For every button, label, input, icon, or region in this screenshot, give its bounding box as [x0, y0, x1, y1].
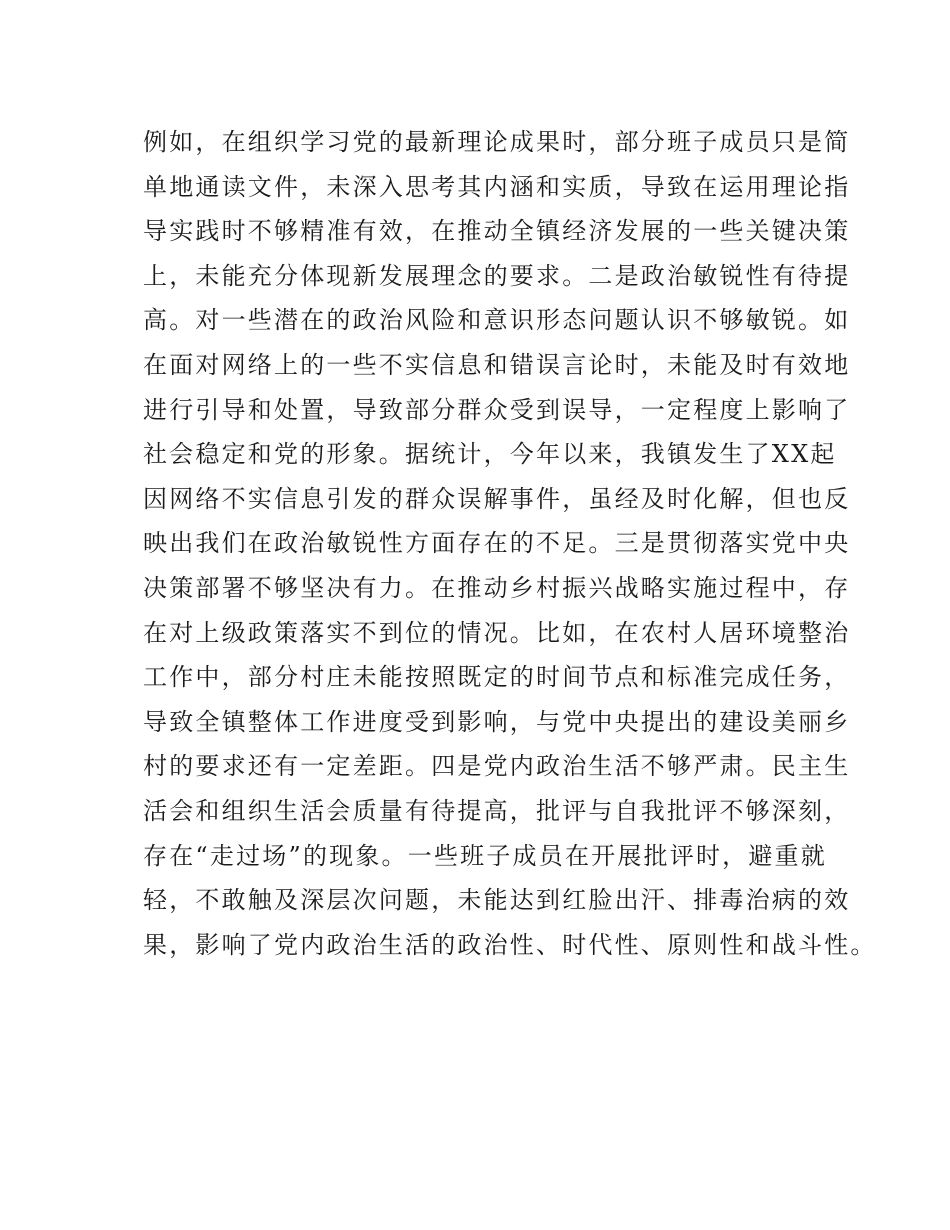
text-line: 在面对网络上的一些不实信息和错误言论时，未能及时有效地 [143, 350, 851, 379]
text-line: 在对上级政策落实不到位的情况。比如，在农村人居环境整治 [143, 618, 851, 647]
text-line: 果，影响了党内政治生活的政治性、时代性、原则性和战斗性。 [143, 930, 877, 959]
text-line: 高。对一些潜在的政治风险和意识形态问题认识不够敏锐。如 [143, 306, 851, 335]
body-paragraph [143, 120, 877, 967]
text-line: 进行引导和处置，导致部分群众受到误导，一定程度上影响了 [143, 395, 851, 424]
text-line: 例如，在组织学习党的最新理论成果时，部分班子成员只是简 [143, 128, 851, 156]
text-line: 社会稳定和党的形象。据统计，今年以来，我镇发生了XX起 [143, 440, 837, 469]
text-line: 上，未能充分体现新发展理念的要求。二是政治敏锐性有待提 [143, 261, 851, 290]
text-line: 轻，不敢触及深层次问题，未能达到红脸出汗、排毒治病的效 [143, 886, 851, 915]
text-line: 因网络不实信息引发的群众误解事件，虽经及时化解，但也反 [143, 484, 851, 513]
text-line: 存在“走过场”的现象。一些班子成员在开展批评时，避重就 [143, 841, 827, 870]
text-line: 导实践时不够精准有效，在推动全镇经济发展的一些关键决策 [143, 217, 851, 246]
text-line: 映出我们在政治敏锐性方面存在的不足。三是贯彻落实党中央 [143, 529, 851, 558]
text-line: 单地通读文件，未深入思考其内涵和实质，导致在运用理论指 [143, 172, 851, 201]
text-line: 导致全镇整体工作进度受到影响，与党中央提出的建设美丽乡 [143, 707, 851, 736]
text-line: 决策部署不够坚决有力。在推动乡村振兴战略实施过程中，存 [143, 573, 851, 602]
text-line: 活会和组织生活会质量有待提高，批评与自我批评不够深刻， [143, 796, 851, 825]
text-line: 村的要求还有一定差距。四是党内政治生活不够严肃。民主生 [143, 752, 851, 781]
text-line: 工作中，部分村庄未能按照既定的时间节点和标准完成任务， [143, 663, 851, 692]
